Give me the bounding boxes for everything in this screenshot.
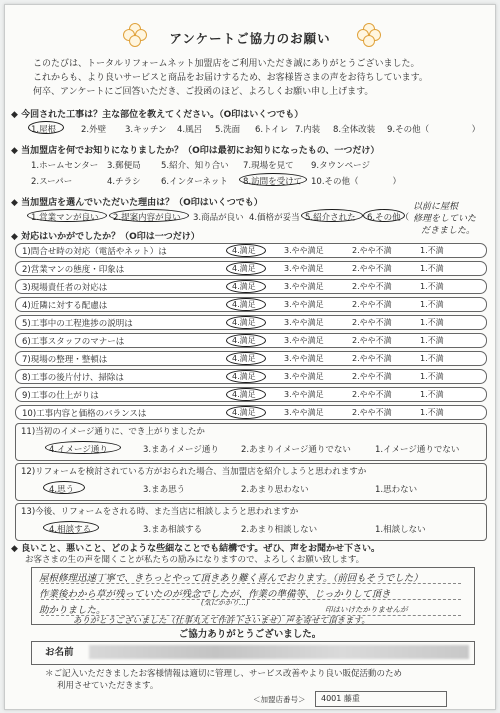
rating-label: 5)工事中の工程進捗の説明は xyxy=(22,319,133,329)
q1-question: ◆ 今回された工事は？主な部位を教えてください。（O印はいくつでも） xyxy=(11,110,304,120)
rating-row[interactable] xyxy=(15,315,487,330)
extra-option[interactable]: 3.まあイメージ通り xyxy=(143,445,219,455)
circle-mark xyxy=(226,406,266,419)
q1-option[interactable]: 2.外壁 xyxy=(81,125,107,135)
rating-option[interactable]: 1.不満 xyxy=(420,282,444,291)
flower-right-icon xyxy=(357,23,379,45)
rating-row[interactable] xyxy=(15,405,487,420)
q3-option[interactable]: 1.営業マンが良い xyxy=(31,213,99,223)
handwritten-comment: 作業後わから草が残っていたのが残念でしたが、作業の準備等、じっかりして頂き xyxy=(39,589,391,600)
rating-option[interactable]: 3.やや満足 xyxy=(284,300,324,309)
rating-option[interactable]: 2.やや不満 xyxy=(352,282,392,291)
q2-option[interactable]: 5.紹介、知り合い xyxy=(161,161,229,171)
rating-row[interactable] xyxy=(15,243,487,258)
privacy-note: ＊ご記入いただきましたお客様情報は適切に管理し、サービス改善やより良い販促活動のため xyxy=(45,669,403,679)
rating-label: 7)現場の整理・整頓は xyxy=(22,355,108,365)
q1-option[interactable]: 1.屋根 xyxy=(31,125,57,135)
rating-option[interactable]: 3.やや満足 xyxy=(284,390,324,399)
rating-option[interactable]: 2.やや不満 xyxy=(352,264,392,273)
extra-option[interactable]: 2.あまりイメージ通りでない xyxy=(241,445,351,455)
rating-option[interactable]: 1.不満 xyxy=(420,300,444,309)
redacted-name xyxy=(89,645,469,659)
privacy-note: 利用させていただきます。 xyxy=(57,681,159,691)
q2-option[interactable]: 6.インターネット xyxy=(161,177,228,187)
rating-row[interactable] xyxy=(15,279,487,294)
circle-mark xyxy=(226,262,266,275)
q2-option[interactable]: 9.タウンページ xyxy=(311,161,370,171)
q3-option[interactable]: 6.その他（ xyxy=(367,213,410,223)
extra-option[interactable]: 4.相談する xyxy=(49,525,92,535)
intro-line: このたびは、トータルリフォームネット加盟店をご利用いただき誠にありがとうございました。 xyxy=(33,59,420,69)
rating-option[interactable]: 1.不満 xyxy=(420,408,444,417)
rating-row[interactable] xyxy=(15,369,487,384)
circle-mark xyxy=(226,388,266,401)
rating-label: 4)近隣に対する配慮は xyxy=(22,301,108,311)
rating-option[interactable]: 4.満足 xyxy=(232,354,256,363)
rating-option[interactable]: 3.やや満足 xyxy=(284,246,324,255)
q1-option[interactable]: 4.風呂 xyxy=(177,125,203,135)
rating-option[interactable]: 2.やや不満 xyxy=(352,408,392,417)
store-number-label: ＜加盟店番号＞ xyxy=(253,695,306,704)
q3-option[interactable]: 4.価格が妥当 xyxy=(249,213,300,223)
rating-option[interactable]: 3.やや満足 xyxy=(284,318,324,327)
extra-option[interactable]: 2.あまり相談しない xyxy=(241,525,318,535)
q2-option[interactable]: 8.訪問を受けて xyxy=(243,177,303,187)
extra-option[interactable]: 4.イメージ通り xyxy=(49,445,108,455)
extra-option[interactable]: 1.イメージ通りでない xyxy=(375,445,460,455)
q2-option[interactable]: 7.現場を見て xyxy=(243,161,294,171)
extra-question-label: 13)今後、リフォームをされる時、また当店に相談しようと思われますか xyxy=(21,507,299,517)
survey-sheet xyxy=(4,4,496,710)
circle-mark xyxy=(226,280,266,293)
q1-option[interactable]: 9.その他（ ） xyxy=(387,125,481,135)
circle-mark xyxy=(43,521,99,534)
q1-option[interactable]: 8.全体改装 xyxy=(333,125,376,135)
q1-option[interactable]: 6.トイレ xyxy=(255,125,289,135)
rating-option[interactable]: 1.不満 xyxy=(420,264,444,273)
rating-label: 3)現場責任者の対応は xyxy=(22,283,108,293)
q2-option[interactable]: 10.その他（ ） xyxy=(311,177,402,187)
flower-left-icon xyxy=(123,23,145,45)
handwritten-comment: ありがとうございました（仕事丸えて作許下さいませ）声を寄せて頂きます。 xyxy=(73,616,370,626)
rating-option[interactable]: 3.やや満足 xyxy=(284,372,324,381)
rating-row[interactable] xyxy=(15,351,487,366)
rating-option[interactable]: 1.不満 xyxy=(420,390,444,399)
name-label: お名前 xyxy=(45,647,74,658)
handwritten-other: 修理をしていた xyxy=(413,214,477,224)
circle-mark xyxy=(226,370,266,383)
q2-question: ◆ 当加盟店を何でお知りになりましたか？（O印は最初にお知りになったもの、一つだけ） xyxy=(11,146,380,156)
rating-option[interactable]: 2.やや不満 xyxy=(352,318,392,327)
rating-option[interactable]: 4.満足 xyxy=(232,282,256,291)
thanks-text: ご協力ありがとうございました。 xyxy=(178,629,322,640)
rating-option[interactable]: 4.満足 xyxy=(232,264,256,273)
q2-option[interactable]: 3.郵便局 xyxy=(107,161,141,171)
rating-label: 9)工事の仕上がりは xyxy=(22,391,99,401)
circle-mark xyxy=(239,173,307,186)
rating-option[interactable]: 1.不満 xyxy=(420,318,444,327)
extra-option[interactable]: 3.まあ相談する xyxy=(143,525,203,535)
rating-option[interactable]: 2.やや不満 xyxy=(352,354,392,363)
q1-option[interactable]: 3.キッチン xyxy=(125,125,167,135)
rating-option[interactable]: 1.不満 xyxy=(420,336,444,345)
rating-label: 10)工事内容と価格のバランスは xyxy=(22,409,147,419)
rating-option[interactable]: 1.不満 xyxy=(420,372,444,381)
circle-mark xyxy=(363,209,405,222)
handwritten-comment: 印はいけたかりませんが xyxy=(325,605,408,614)
extra-option[interactable]: 1.思わない xyxy=(375,485,418,495)
extra-option[interactable]: 1.相談しない xyxy=(375,525,426,535)
rating-row[interactable] xyxy=(15,261,487,276)
extra-question-label: 12)リフォームを検討されている方がおられた場合、当加盟店を紹介しようと思われますか xyxy=(21,467,367,477)
rating-option[interactable]: 4.満足 xyxy=(232,408,256,417)
circle-mark xyxy=(301,209,363,222)
handwritten-other: だきました。 xyxy=(421,226,476,236)
q4-question: ◆ 対応はいかがでしたか？（O印は一つだけ） xyxy=(11,232,200,242)
rating-option[interactable]: 2.やや不満 xyxy=(352,372,392,381)
rating-label: 1)問合せ時の対応（電話やネット）は xyxy=(22,247,167,257)
rating-option[interactable]: 4.満足 xyxy=(232,390,256,399)
extra-question-label: 11)当初のイメージ通りに、でき上がりましたか xyxy=(21,427,205,437)
rating-option[interactable]: 1.不満 xyxy=(420,246,444,255)
circle-mark xyxy=(226,334,266,347)
circle-mark xyxy=(226,352,266,365)
intro-line: 何卒、アンケートにご回答いただき、ご投函のほど、よろしくお願い申し上げます。 xyxy=(33,87,374,97)
rating-option[interactable]: 3.やや満足 xyxy=(284,282,324,291)
rating-row[interactable] xyxy=(15,297,487,312)
circle-mark xyxy=(109,209,189,222)
q2-option[interactable]: 4.チラシ xyxy=(107,177,141,187)
circle-mark xyxy=(226,298,266,311)
handwritten-other: 以前に屋根 xyxy=(413,202,459,212)
circle-mark xyxy=(226,316,266,329)
q3-option[interactable]: 2.提案内容が良い xyxy=(113,213,181,223)
handwritten-comment: 助かりました。 xyxy=(39,605,106,616)
q3-option[interactable]: 3.商品が良い xyxy=(193,213,244,223)
rating-option[interactable]: 1.不満 xyxy=(420,354,444,363)
extra-option[interactable]: 2.あまり思わない xyxy=(241,485,309,495)
rating-option[interactable]: 4.満足 xyxy=(232,300,256,309)
rating-row[interactable] xyxy=(15,333,487,348)
rating-option[interactable]: 2.やや不満 xyxy=(352,390,392,399)
store-number: 4001 藤重 xyxy=(321,694,360,703)
rating-row[interactable] xyxy=(15,387,487,402)
circle-mark xyxy=(27,209,107,222)
q2-option[interactable]: 1.ホームセンター xyxy=(31,161,99,171)
circle-mark xyxy=(43,481,85,494)
q2-option[interactable]: 2.スーパー xyxy=(31,177,73,187)
rating-option[interactable]: 4.満足 xyxy=(232,372,256,381)
extra-option[interactable]: 3.まあ思う xyxy=(143,485,186,495)
circle-mark xyxy=(45,441,121,454)
rating-option[interactable]: 4.満足 xyxy=(232,246,256,255)
rating-option[interactable]: 2.やや不満 xyxy=(352,246,392,255)
q1-option[interactable]: 7.内装 xyxy=(295,125,321,135)
intro-line: これからも、より良いサービスと商品をお届けするため、お客様皆さまの声をお待ちしています。 xyxy=(33,73,428,83)
q1-option[interactable]: 5.洗面 xyxy=(215,125,241,135)
rating-option[interactable]: 2.やや不満 xyxy=(352,300,392,309)
q3-option[interactable]: 5.紹介された xyxy=(305,213,356,223)
survey-title: アンケートご協力のお願い xyxy=(169,31,331,46)
rating-option[interactable]: 3.やや満足 xyxy=(284,264,324,273)
handwritten-comment: (気にかかり…) xyxy=(201,599,249,607)
extra-option[interactable]: 4.思う xyxy=(49,485,75,495)
handwritten-comment: 屋根修理迅速丁寧で、きちっとやって頂きあり難く喜んでおります。（前回もそうでした） xyxy=(39,573,423,584)
rating-option[interactable]: 4.満足 xyxy=(232,318,256,327)
rating-label: 8)工事の後片付け、掃除は xyxy=(22,373,124,383)
rating-label: 2)営業マンの態度・印象は xyxy=(22,265,125,275)
q5-question: ◆ 良いこと、悪いこと、どのような些細なことでも結構です。ぜひ、声をお聞かせ下さい。 xyxy=(11,544,380,554)
rating-option[interactable]: 3.やや満足 xyxy=(284,354,324,363)
circle-mark xyxy=(28,121,64,134)
q3-question: ◆ 当加盟店を選んでいただいた理由は？（O印はいくつでも） xyxy=(11,198,263,208)
q5-subtext: お客さまの生の声を聞くことが私たちの励みになりますので、よろしくお願い致します。 xyxy=(25,555,365,565)
circle-mark xyxy=(226,244,266,257)
rating-option[interactable]: 3.やや満足 xyxy=(284,336,324,345)
rating-option[interactable]: 3.やや満足 xyxy=(284,408,324,417)
rating-option[interactable]: 2.やや不満 xyxy=(352,336,392,345)
rating-label: 6)工事スタッフのマナーは xyxy=(22,337,125,347)
rating-option[interactable]: 4.満足 xyxy=(232,336,256,345)
